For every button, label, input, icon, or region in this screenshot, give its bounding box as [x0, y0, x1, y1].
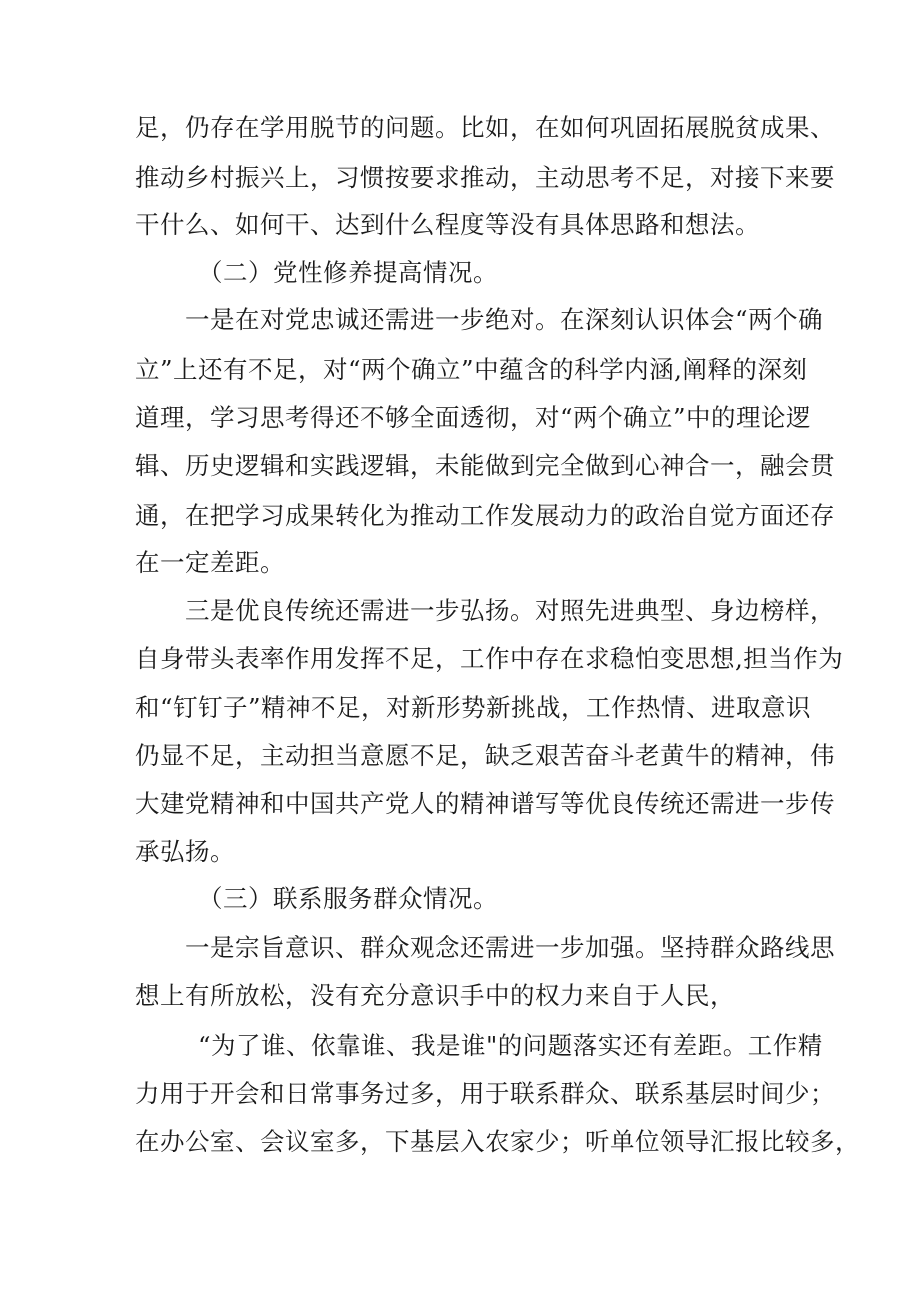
text-line: 在办公室、会议室多，下基层入农家少；听单位领导汇报比较多， — [135, 1127, 860, 1156]
text-line: 力用于开会和日常事务过多，用于联系群众、联系基层时间少； — [135, 1079, 835, 1108]
text-line: 辑、历史逻辑和实践逻辑，未能做到完全做到心神合一，融会贯 — [135, 451, 835, 480]
section-heading: （二）党性修养提高情况。 — [198, 258, 498, 287]
text-line: 道理，学习思考得还不够全面透彻，对“两个确立”中的理论逻 — [135, 403, 812, 432]
text-line: 在一定差距。 — [135, 548, 285, 577]
text-line: “为了谁、依靠谁、我是谁"的问题落实还有差距。工作精 — [198, 1031, 823, 1060]
text-line: 一是宗旨意识、群众观念还需进一步加强。坚持群众路线思 — [185, 933, 835, 962]
text-line: 承弘扬。 — [135, 837, 235, 866]
text-line: 推动乡村振兴上，习惯按要求推动，主动思考不足，对接下来要 — [135, 163, 835, 192]
text-line: 和“钉钉子”精神不足，对新形势新挑战，工作热情、进取意识 — [135, 693, 812, 722]
text-line: 立”上还有不足，对“两个确立”中蕴含的科学内涵,阐释的深刻 — [135, 355, 808, 384]
text-line: 干什么、如何干、达到什么程度等没有具体思路和想法。 — [135, 210, 760, 239]
text-line: 仍显不足，主动担当意愿不足，缺乏艰苦奋斗老黄牛的精神，伟 — [135, 741, 835, 770]
section-heading: （三）联系服务群众情况。 — [198, 884, 498, 913]
text-line: 通，在把学习成果转化为推动工作发展动力的政治自觉方面还存 — [135, 501, 835, 530]
text-line: 一是在对党忠诚还需进一步绝对。在深刻认识体会“两个确 — [185, 305, 824, 334]
text-line: 想上有所放松，没有充分意识手中的权力来自于人民， — [135, 981, 735, 1010]
text-line: 三是优良传统还需进一步弘扬。对照先进典型、身边榜样， — [185, 596, 835, 625]
text-line: 自身带头表率作用发挥不足，工作中存在求稳怕变思想,担当作为 — [135, 644, 844, 673]
text-line: 大建党精神和中国共产党人的精神谱写等优良传统还需进一步传 — [135, 789, 835, 818]
text-line: 足，仍存在学用脱节的问题。比如，在如何巩固拓展脱贫成果、 — [135, 113, 835, 142]
